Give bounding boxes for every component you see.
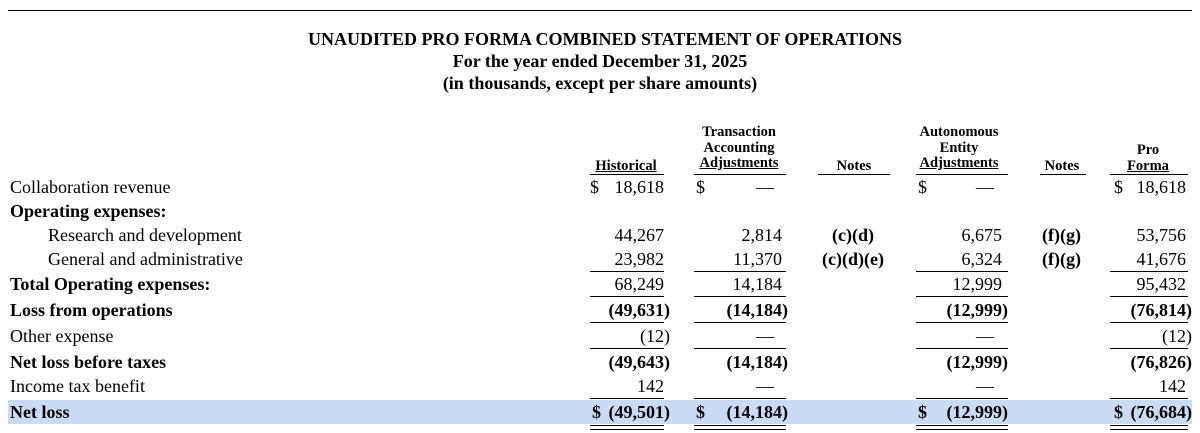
ae-value: (12,999) bbox=[946, 402, 1008, 422]
ae-value: 6,675 bbox=[961, 225, 1002, 245]
historical-value: 68,249 bbox=[614, 274, 664, 294]
historical-value: (49,643) bbox=[608, 352, 670, 372]
row-label: Research and development bbox=[48, 225, 242, 245]
double-underline bbox=[916, 425, 1008, 430]
tx-value: 14,184 bbox=[732, 274, 782, 294]
tx-value: (14,184) bbox=[726, 352, 788, 372]
pro-forma-value: 18,618 bbox=[1136, 177, 1186, 197]
ae-value: 12,999 bbox=[952, 274, 1002, 294]
ae-value: — bbox=[976, 376, 994, 396]
underline bbox=[916, 348, 1008, 349]
underline bbox=[916, 398, 1008, 399]
currency-symbol: $ bbox=[918, 402, 927, 422]
currency-symbol: $ bbox=[696, 402, 705, 422]
pro-forma-value: 53,756 bbox=[1136, 225, 1186, 245]
pro-forma-value: 41,676 bbox=[1136, 249, 1186, 269]
pro-forma-value: 142 bbox=[1159, 376, 1186, 396]
row-net-loss-before-taxes bbox=[0, 350, 1200, 374]
notes-1-value: (c)(d)(e) bbox=[822, 249, 884, 269]
underline bbox=[694, 348, 786, 349]
row-label: Operating expenses: bbox=[10, 201, 167, 221]
row-loss-from-operations bbox=[0, 298, 1200, 322]
notes-1-value: (c)(d) bbox=[832, 225, 874, 245]
underline bbox=[694, 296, 786, 297]
tx-value: — bbox=[756, 177, 774, 197]
tx-value: — bbox=[756, 376, 774, 396]
underline bbox=[590, 296, 664, 297]
header-autonomous-entity-adjustments: Autonomous Entity Adjustments bbox=[919, 124, 999, 171]
currency-symbol: $ bbox=[592, 402, 601, 422]
historical-value: (49,631) bbox=[608, 300, 670, 320]
underline bbox=[916, 296, 1008, 297]
currency-symbol: $ bbox=[1114, 177, 1123, 197]
historical-value: (12) bbox=[640, 326, 670, 346]
underline bbox=[1110, 296, 1188, 297]
tx-value: (14,184) bbox=[726, 402, 788, 422]
double-underline bbox=[694, 425, 786, 430]
underline bbox=[916, 322, 1008, 323]
tx-value: (14,184) bbox=[726, 300, 788, 320]
double-underline bbox=[1110, 425, 1188, 430]
header-notes-2: Notes bbox=[1044, 158, 1080, 174]
row-label: Net loss before taxes bbox=[10, 352, 167, 372]
ae-value: 6,324 bbox=[961, 249, 1002, 269]
pro-forma-value: (12) bbox=[1162, 326, 1192, 346]
row-general-administrative bbox=[0, 247, 1200, 271]
underline bbox=[1110, 348, 1188, 349]
row-research-development bbox=[0, 223, 1200, 247]
row-label: Total Operating expenses: bbox=[10, 274, 211, 294]
double-underline bbox=[590, 425, 664, 430]
currency-symbol: $ bbox=[696, 177, 705, 197]
tx-value: 2,814 bbox=[741, 225, 782, 245]
row-label: General and administrative bbox=[48, 249, 243, 269]
row-net-loss bbox=[0, 400, 1200, 424]
underline bbox=[590, 398, 664, 399]
historical-value: 23,982 bbox=[614, 249, 664, 269]
pro-forma-value: (76,814) bbox=[1130, 300, 1192, 320]
ae-value: — bbox=[976, 177, 994, 197]
currency-symbol: $ bbox=[918, 177, 927, 197]
underline bbox=[694, 322, 786, 323]
pro-forma-value: 95,432 bbox=[1136, 274, 1186, 294]
row-total-operating-expenses bbox=[0, 272, 1200, 296]
notes-2-value: (f)(g) bbox=[1042, 225, 1081, 245]
row-label: Loss from operations bbox=[10, 300, 173, 320]
ae-value: (12,999) bbox=[946, 300, 1008, 320]
tx-value: 11,370 bbox=[733, 249, 782, 269]
header-historical: Historical bbox=[595, 158, 657, 174]
historical-value: (49,501) bbox=[608, 402, 670, 422]
ae-value: (12,999) bbox=[946, 352, 1008, 372]
underline bbox=[1110, 398, 1188, 399]
top-rule bbox=[8, 10, 1192, 11]
statement-units: (in thousands, except per share amounts) bbox=[442, 73, 758, 93]
row-other-expense bbox=[0, 324, 1200, 348]
historical-value: 142 bbox=[637, 376, 664, 396]
underline bbox=[590, 322, 664, 323]
statement-title-block bbox=[0, 28, 1200, 94]
pro-forma-value: (76,826) bbox=[1130, 352, 1192, 372]
header-transaction-adjustments: Transaction Accounting Adjustments bbox=[699, 124, 779, 171]
underline bbox=[590, 348, 664, 349]
row-collaboration-revenue bbox=[0, 175, 1200, 199]
historical-value: 44,267 bbox=[614, 225, 664, 245]
header-notes-1: Notes bbox=[836, 158, 872, 174]
pro-forma-value: (76,684) bbox=[1130, 402, 1192, 422]
notes-2-value: (f)(g) bbox=[1042, 249, 1081, 269]
row-operating-expenses-heading bbox=[0, 199, 1200, 223]
historical-value: 18,618 bbox=[614, 177, 664, 197]
statement-title: UNAUDITED PRO FORMA COMBINED STATEMENT OF OPERATIONS bbox=[307, 29, 903, 49]
currency-symbol: $ bbox=[1114, 402, 1123, 422]
row-label: Income tax benefit bbox=[10, 376, 145, 396]
underline bbox=[1110, 322, 1188, 323]
ae-value: — bbox=[976, 326, 994, 346]
row-income-tax-benefit bbox=[0, 374, 1200, 398]
statement-period: For the year ended December 31, 2025 bbox=[452, 51, 748, 71]
row-label: Collaboration revenue bbox=[10, 177, 171, 197]
header-pro-forma: Pro Forma bbox=[1127, 142, 1169, 174]
currency-symbol: $ bbox=[590, 177, 599, 197]
underline bbox=[694, 398, 786, 399]
row-label: Net loss bbox=[10, 402, 70, 422]
tx-value: — bbox=[756, 326, 774, 346]
row-label: Other expense bbox=[10, 326, 114, 346]
